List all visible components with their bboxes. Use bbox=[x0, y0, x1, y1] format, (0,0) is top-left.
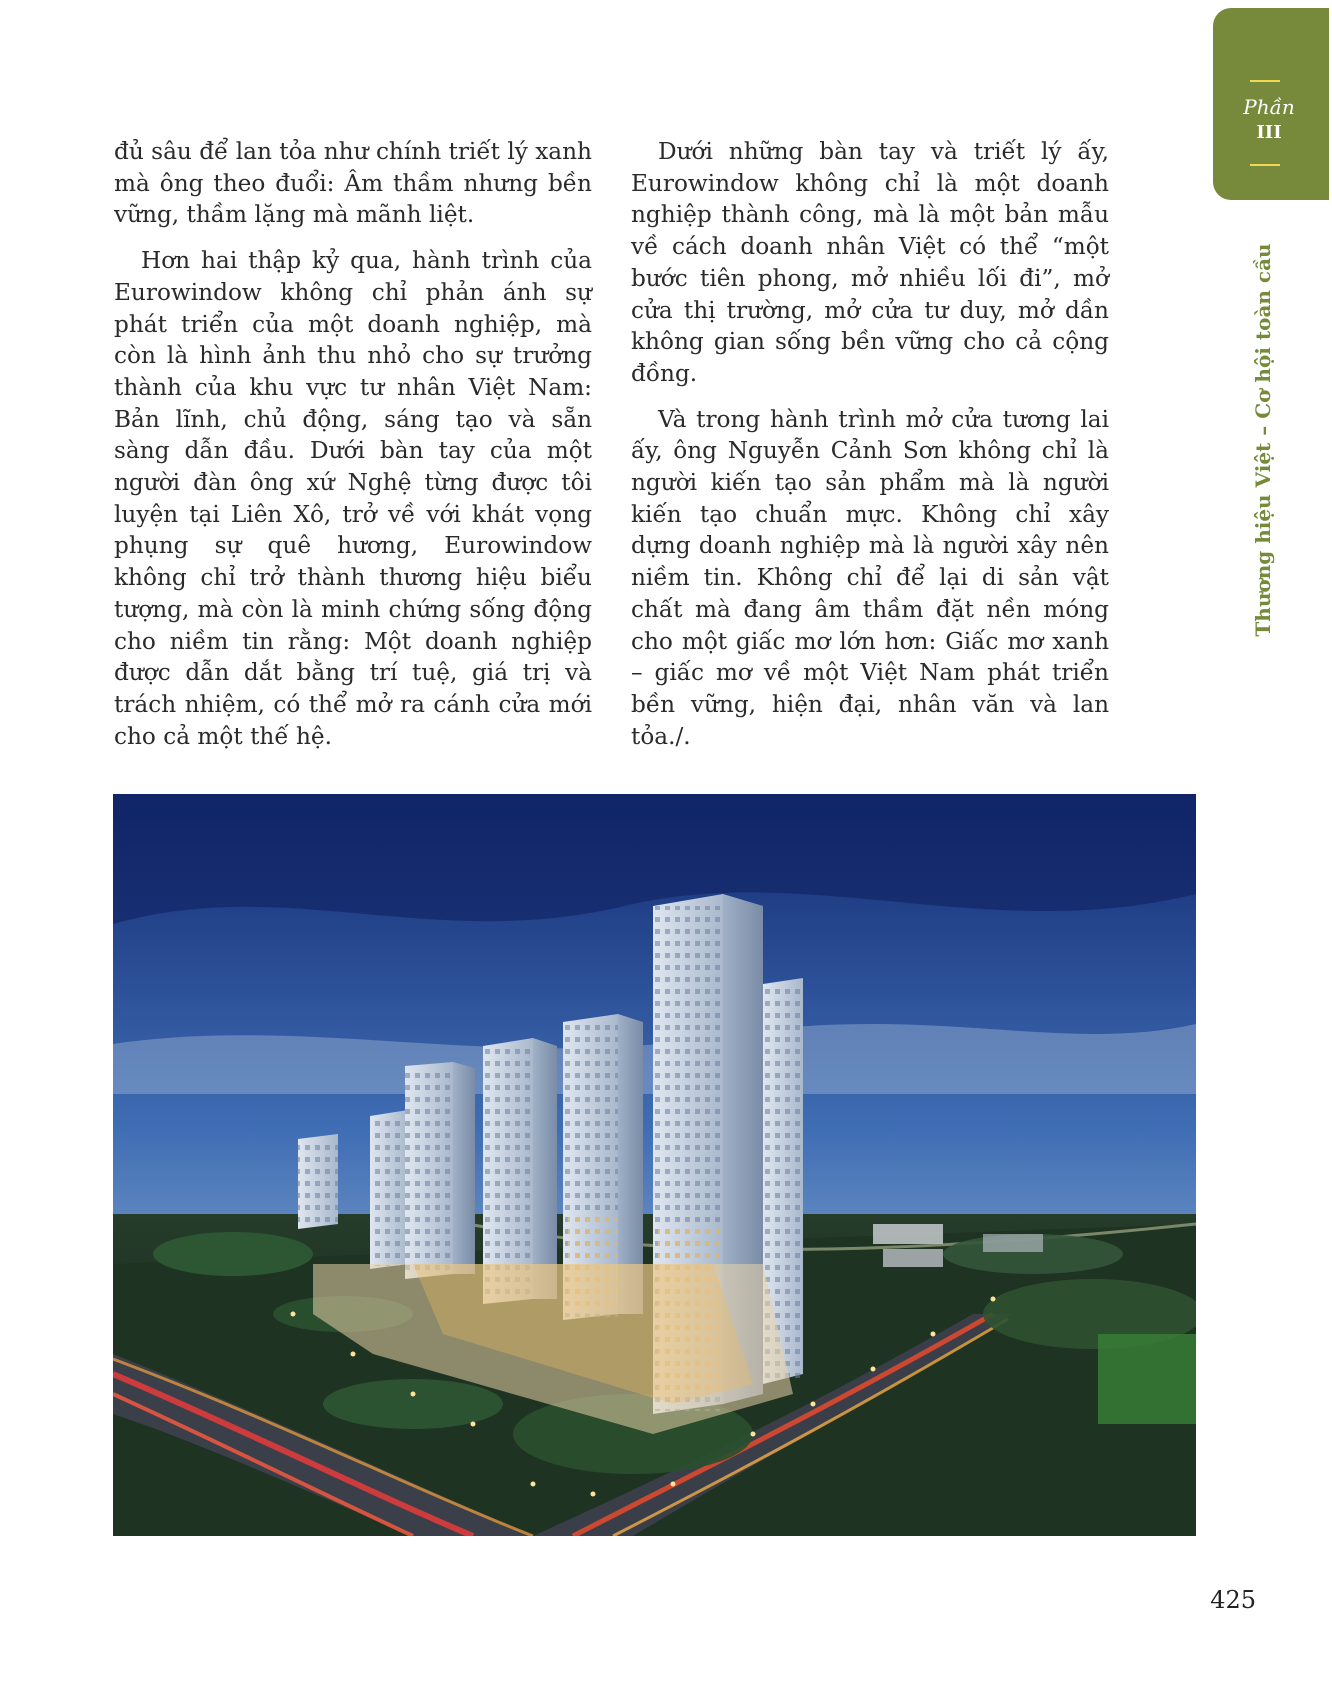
right-paragraph-1: Dưới những bàn tay và triết lý ấy, Eurowindow không chỉ là một doanh nghiệp thành công, mà là một bản mẫu về cách doanh nhân Việt có thể “một bước tiên phong, mở nhiều lối đi”, mở cửa thị trường, mở cửa tư duy, mở dần không gian sống bền vững cho cả cộng đồng. bbox=[631, 138, 1109, 387]
right-paragraph-2: Và trong hành trình mở cửa tương lai ấy, ông Nguyễn Cảnh Sơn không chỉ là người kiến tạo sản phẩm mà là người kiến tạo chuẩn mực. Không chỉ xây dựng doanh nghiệp mà là người xây nên niềm tin. Không chỉ để lại di sản vật chất mà đang âm thầm đặt nền móng cho một giấc mơ lớn hơn: Giấc mơ xanh – giấc mơ về một Việt Nam phát triển bền vững, hiện đại, nhân văn và lan tỏa./. bbox=[631, 405, 1109, 750]
left-paragraph-1: đủ sâu để lan tỏa như chính triết lý xanh mà ông theo đuổi: Âm thầm nhưng bền vững, thầm lặng mà mãnh liệt. bbox=[114, 138, 592, 229]
tab-divider-top bbox=[1250, 80, 1280, 82]
urban-development-photo bbox=[113, 794, 1196, 1536]
page-number: 425 bbox=[1210, 1586, 1256, 1614]
tab-divider-bottom bbox=[1250, 164, 1280, 166]
left-paragraph-2: Hơn hai thập kỷ qua, hành trình của Eurowindow không chỉ phản ánh sự phát triển của một doanh nghiệp, mà còn là hình ảnh thu nhỏ cho sự trưởng thành của khu vực tư nhân Việt Nam: Bản lĩnh, chủ động, sáng tạo và sẵn sàng dẫn đầu. Dưới bàn tay của một người đàn ông xứ Nghệ từng được tôi luyện tại Liên Xô, trở về với khát vọng phụng sự quê hương, Eurowindow không chỉ trở thành thương hiệu biểu tượng, mà còn là minh chứng sống động cho niềm tin rằng: Một doanh nghiệp được dẫn dắt bằng trí tuệ, giá trị và trách nhiệm, có thể mở ra cánh cửa mới cho cả một thế hệ. bbox=[114, 247, 592, 750]
right-column bbox=[631, 136, 1109, 766]
left-column bbox=[114, 136, 592, 766]
section-label: Phần bbox=[1243, 95, 1295, 119]
running-title-text: Thương hiệu Việt – Cơ hội toàn cầu bbox=[1251, 243, 1275, 637]
section-number: III bbox=[1256, 122, 1282, 143]
section-tab bbox=[1213, 8, 1329, 200]
